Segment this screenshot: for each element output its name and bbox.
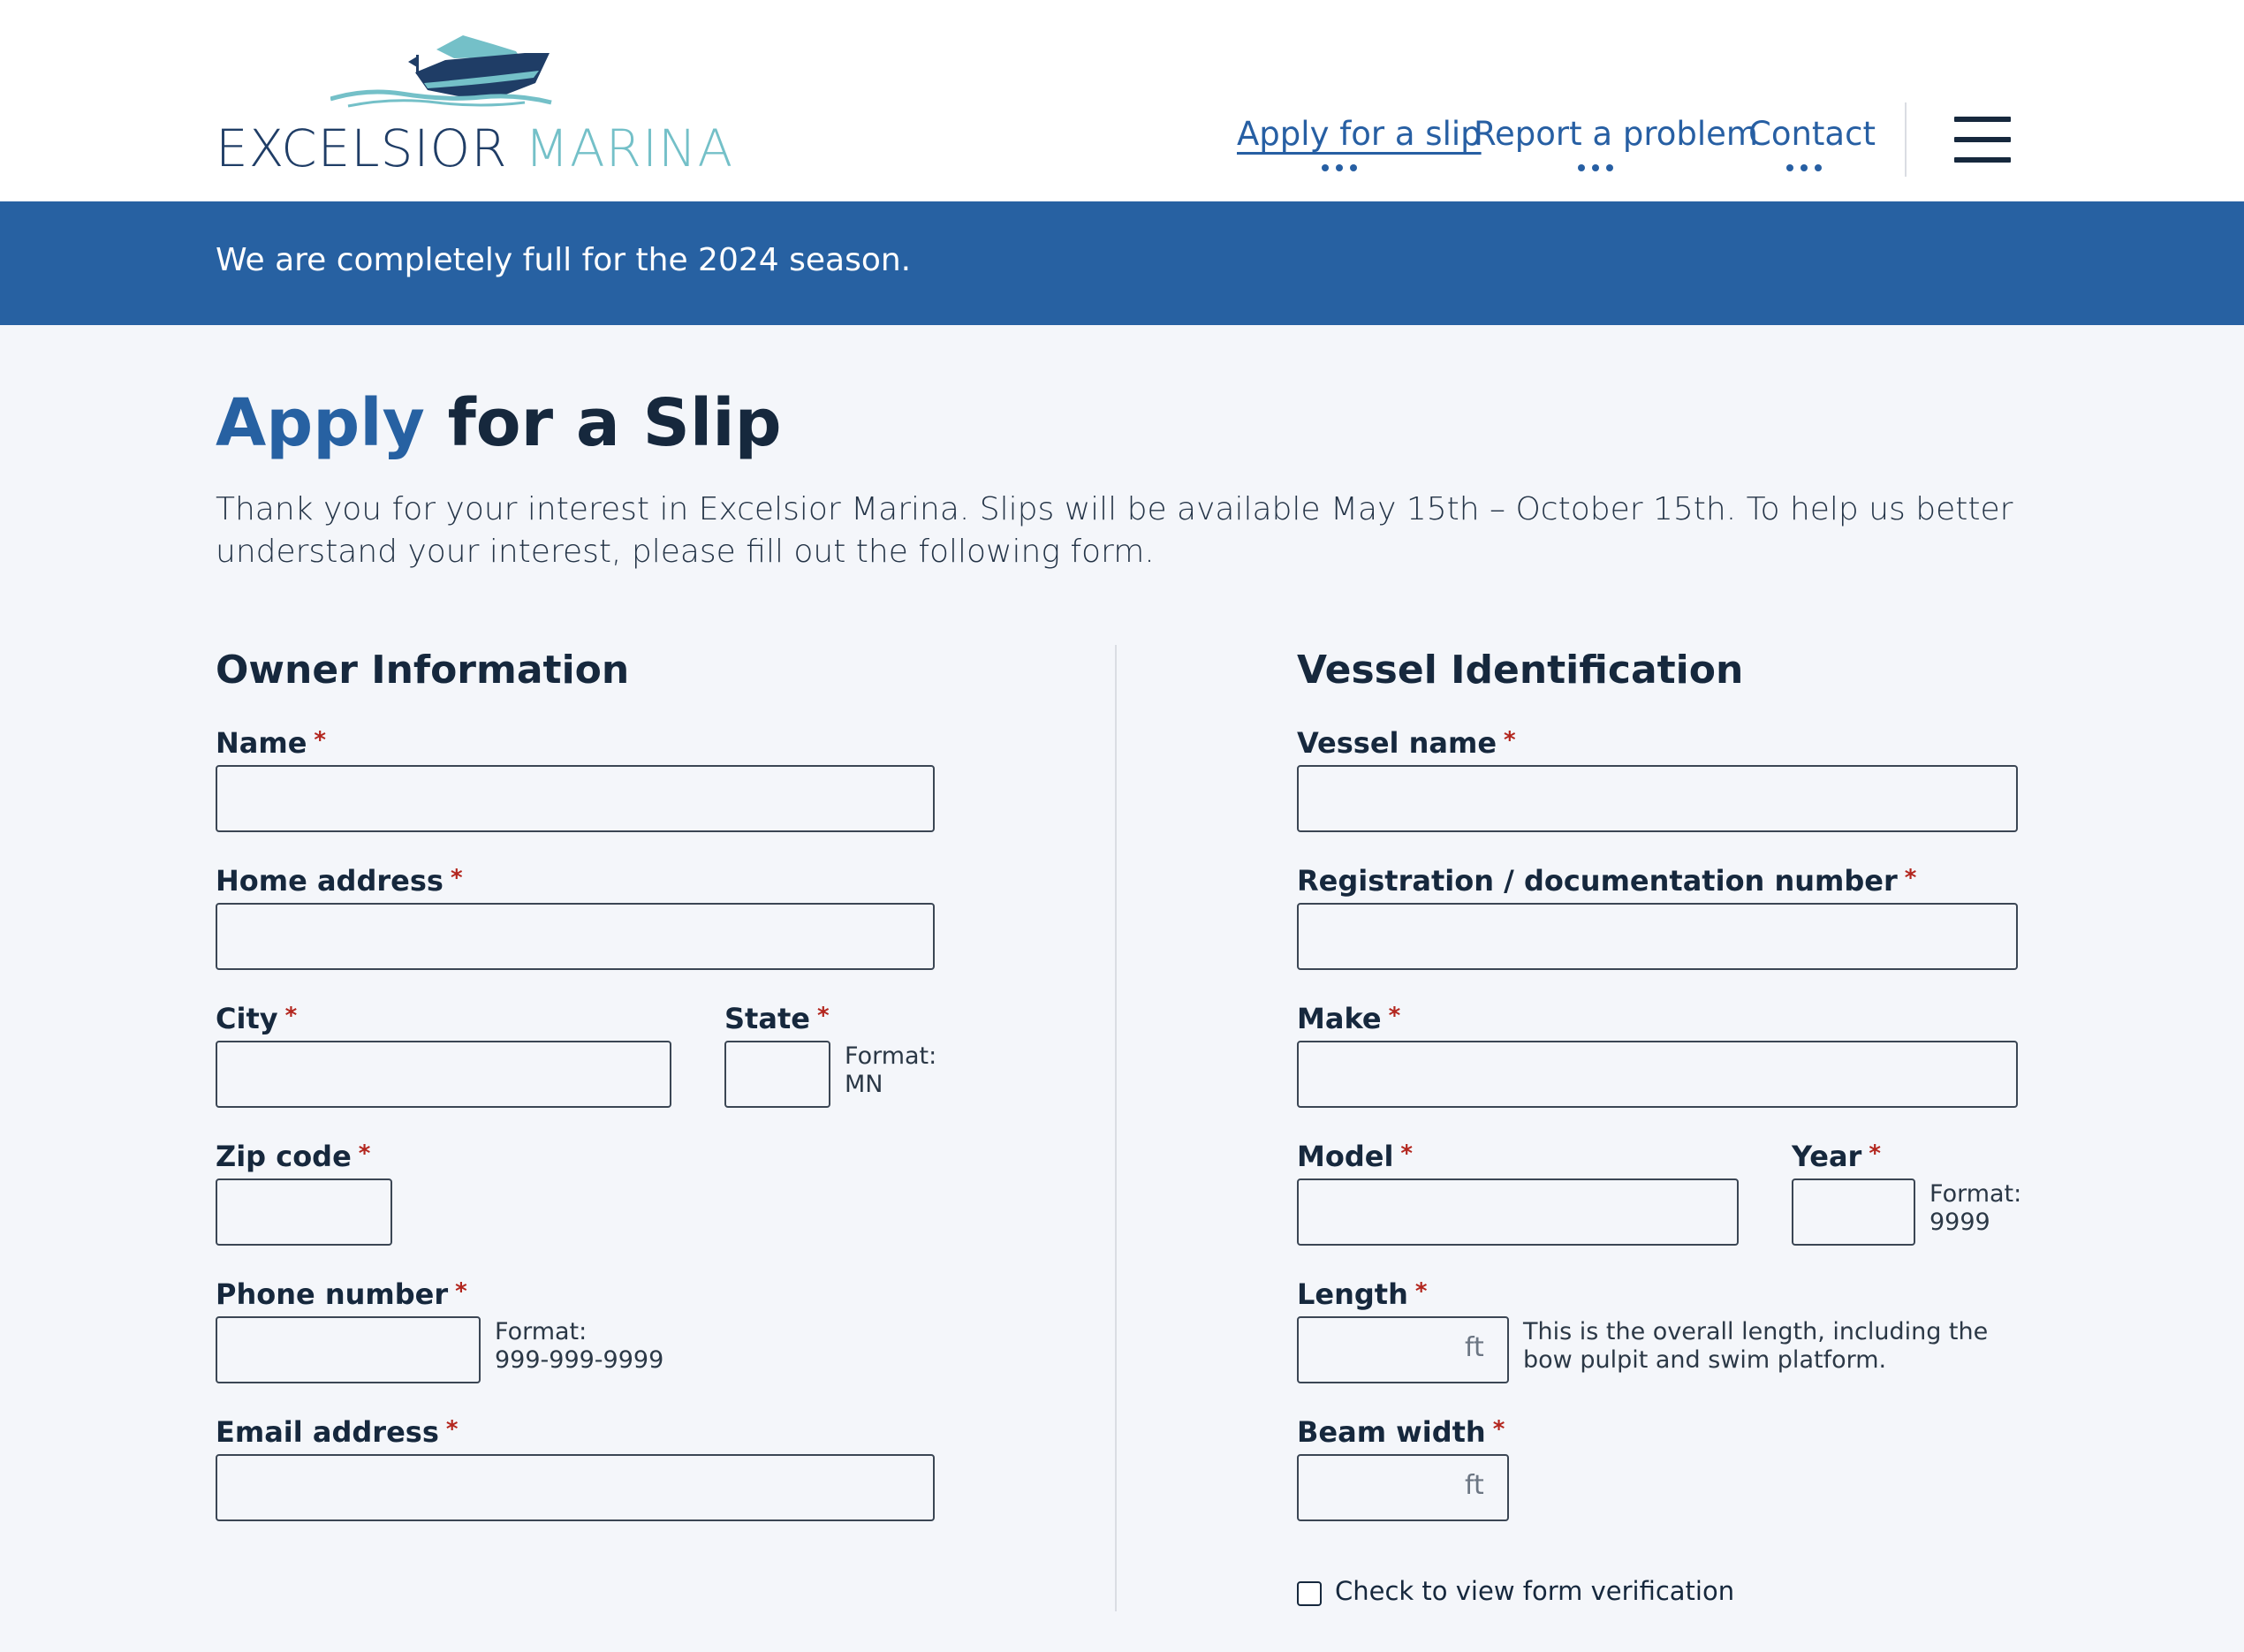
nav-report-dots <box>1578 164 1613 171</box>
required-mark: * <box>1504 727 1516 754</box>
length-label <box>1297 1277 1427 1311</box>
vessel-name-input[interactable] <box>1297 765 2018 832</box>
make-label <box>1297 1002 1400 1035</box>
required-mark: * <box>1388 1003 1401 1029</box>
column-divider <box>1115 645 1117 1611</box>
required-mark: * <box>455 1278 467 1305</box>
brand-word-marina: MARINA <box>524 118 734 178</box>
city-label-text: City <box>216 1002 278 1035</box>
state-format-hint: Format: MN <box>845 1042 937 1098</box>
form-verification-label[interactable]: Check to view form verification <box>1335 1576 1735 1606</box>
home-address-label <box>216 864 463 898</box>
required-mark: * <box>1869 1140 1881 1167</box>
phone-input[interactable] <box>216 1316 481 1383</box>
page-title <box>216 385 782 461</box>
nav-divider <box>1905 102 1907 177</box>
email-input[interactable] <box>216 1454 935 1521</box>
email-label <box>216 1415 458 1449</box>
registration-label-text: Registration / documentation number <box>1297 864 1898 898</box>
nav-contact-dots <box>1786 164 1822 171</box>
required-mark: * <box>816 1003 830 1029</box>
season-banner <box>0 201 2244 325</box>
nav-item-contact[interactable]: Contact <box>1748 115 1876 153</box>
beam-input[interactable] <box>1297 1454 1509 1521</box>
email-label-text: Email address <box>216 1415 439 1449</box>
make-input[interactable] <box>1297 1041 2018 1108</box>
banner-text: We are completely full for the 2024 season. <box>216 242 912 278</box>
home-address-input[interactable] <box>216 903 935 970</box>
site-header <box>0 0 2244 201</box>
beam-label-text: Beam width <box>1297 1415 1486 1449</box>
zip-label-text: Zip code <box>216 1140 352 1173</box>
state-label <box>724 1002 830 1035</box>
length-hint: This is the overall length, including the bow pulpit and swim platform. <box>1523 1318 1989 1374</box>
required-mark: * <box>1904 865 1917 891</box>
required-mark: * <box>358 1140 371 1167</box>
zip-label <box>216 1140 370 1173</box>
required-mark: * <box>1414 1278 1428 1305</box>
intro-text: Thank you for your interest in Excelsior Marina. Slips will be available May 15th – October 15th. To help us better understand your interest, please fill out the following form. <box>216 491 2013 570</box>
phone-format-hint: Format: 999-999-9999 <box>495 1318 664 1374</box>
brand-wordmark <box>216 118 733 178</box>
nav-item-apply[interactable]: Apply for a slip <box>1237 115 1482 153</box>
phone-label <box>216 1277 467 1311</box>
year-label-text: Year <box>1792 1140 1862 1173</box>
city-label <box>216 1002 297 1035</box>
required-mark: * <box>445 1416 459 1443</box>
home-address-label-text: Home address <box>216 864 443 898</box>
brand-word-excelsior: EXCELSIOR <box>216 118 508 178</box>
zip-input[interactable] <box>216 1178 392 1246</box>
brand-logo[interactable] <box>216 32 734 178</box>
hamburger-menu-icon[interactable] <box>1954 117 2011 163</box>
model-input[interactable] <box>1297 1178 1739 1246</box>
vessel-name-label-text: Vessel name <box>1297 726 1497 760</box>
required-mark: * <box>450 865 463 891</box>
vessel-name-label <box>1297 726 1516 760</box>
length-input[interactable] <box>1297 1316 1509 1383</box>
required-mark: * <box>1492 1416 1505 1443</box>
required-mark: * <box>1400 1140 1414 1167</box>
vessel-section-heading: Vessel Identification <box>1297 648 1744 693</box>
make-label-text: Make <box>1297 1002 1382 1035</box>
year-input[interactable] <box>1792 1178 1915 1246</box>
model-label <box>1297 1140 1413 1173</box>
form-verification-checkbox[interactable] <box>1297 1581 1322 1606</box>
registration-input[interactable] <box>1297 903 2018 970</box>
length-unit: ft <box>1465 1332 1484 1363</box>
beam-unit: ft <box>1465 1470 1484 1501</box>
name-label-text: Name <box>216 726 307 760</box>
name-label <box>216 726 326 760</box>
city-input[interactable] <box>216 1041 671 1108</box>
state-input[interactable] <box>724 1041 830 1108</box>
owner-section-heading: Owner Information <box>216 648 630 693</box>
year-label <box>1792 1140 1881 1173</box>
year-format-hint: Format: 9999 <box>1929 1180 2022 1236</box>
model-label-text: Model <box>1297 1140 1394 1173</box>
phone-label-text: Phone number <box>216 1277 449 1311</box>
registration-label <box>1297 864 1916 898</box>
required-mark: * <box>314 727 327 754</box>
boat-logo-icon <box>330 32 560 111</box>
required-mark: * <box>284 1003 298 1029</box>
state-label-text: State <box>724 1002 810 1035</box>
nav-item-report[interactable]: Report a problem <box>1474 115 1758 153</box>
nav-apply-dots <box>1322 164 1357 171</box>
beam-label <box>1297 1415 1505 1449</box>
page-title-rest: for a Slip <box>447 385 782 461</box>
length-label-text: Length <box>1297 1277 1408 1311</box>
name-input[interactable] <box>216 765 935 832</box>
page-title-accent: Apply <box>216 385 425 461</box>
